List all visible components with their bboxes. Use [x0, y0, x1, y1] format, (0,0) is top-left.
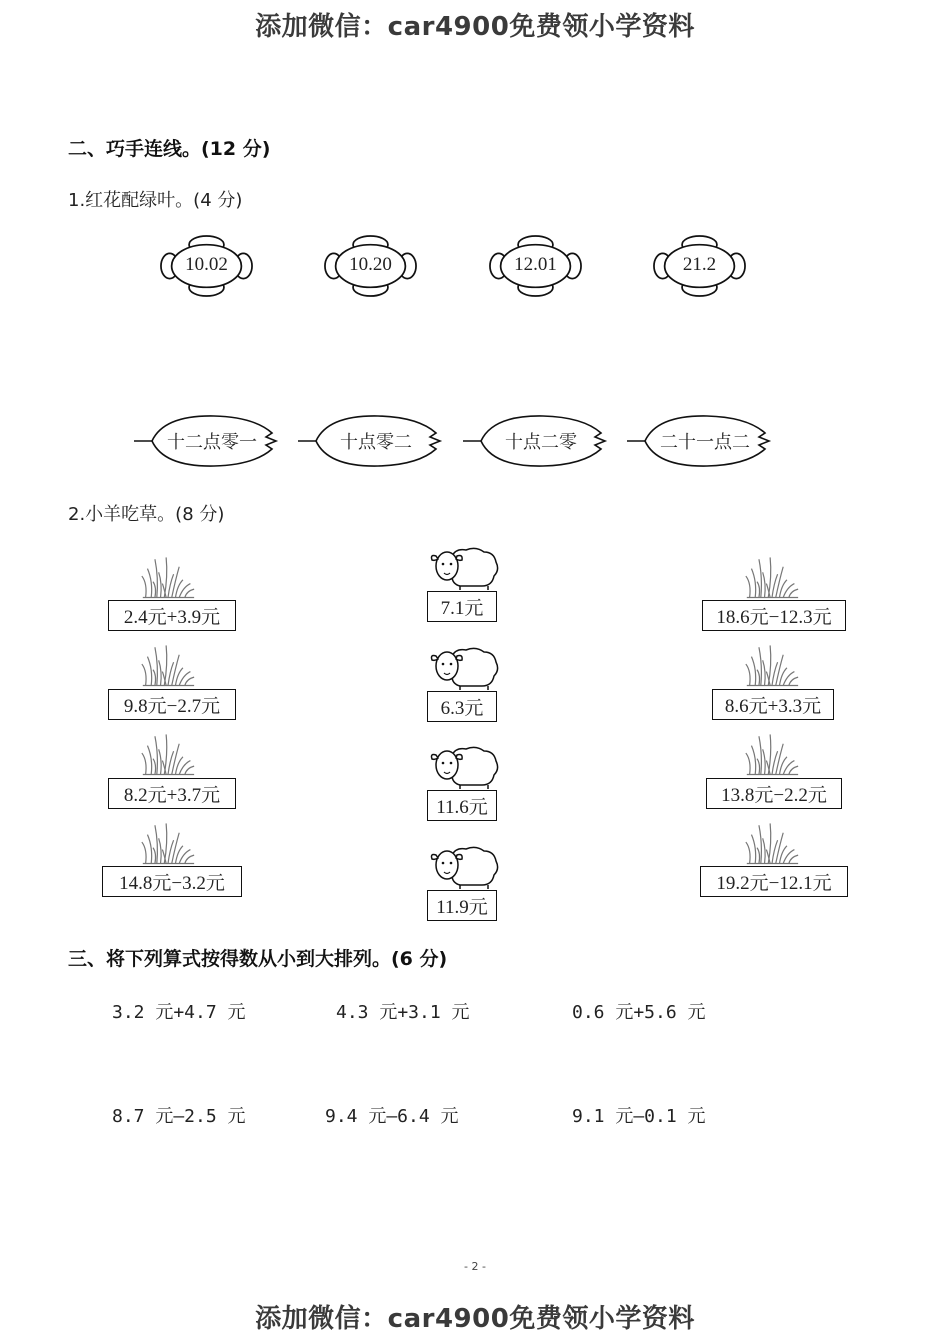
grass-right-2[interactable]: 8.6元+3.3元 — [712, 689, 834, 720]
sheep-icon — [430, 646, 500, 690]
leaf-label: 十二点零一 — [167, 432, 257, 453]
flower-label: 10.02 — [185, 254, 228, 275]
flower-label: 21.2 — [682, 254, 717, 275]
q1-title: 1.红花配绿叶。(4 分) — [68, 190, 243, 211]
sheep-4[interactable]: 11.9元 — [427, 890, 497, 921]
top-banner: 添加微信：car4900免费领小学资料 — [255, 12, 695, 42]
flower-4[interactable] — [653, 234, 746, 298]
grass-right-3[interactable]: 13.8元−2.2元 — [706, 778, 842, 809]
sheep-icon — [430, 745, 500, 789]
flower-2[interactable] — [324, 234, 417, 298]
grass-left-3[interactable]: 8.2元+3.7元 — [108, 778, 236, 809]
expression-2: 4.3 元+3.1 元 — [336, 1002, 470, 1023]
grass-icon — [140, 820, 196, 866]
flower-label: 12.01 — [514, 254, 557, 275]
grass-icon — [140, 731, 196, 777]
expression-5: 9.4 元—6.4 元 — [325, 1106, 459, 1127]
leaf-1[interactable] — [134, 411, 284, 471]
expression-1: 3.2 元+4.7 元 — [112, 1002, 246, 1023]
flower-1[interactable] — [160, 234, 253, 298]
ghost-text-strip — [0, 34, 950, 54]
grass-left-4[interactable]: 14.8元−3.2元 — [102, 866, 242, 897]
sheep-1[interactable]: 7.1元 — [427, 591, 497, 622]
leaf-4[interactable] — [627, 411, 777, 471]
leaf-label: 十点零二 — [340, 432, 412, 453]
sheep-3[interactable]: 11.6元 — [427, 790, 497, 821]
expression-4: 8.7 元—2.5 元 — [112, 1106, 246, 1127]
expression-6: 9.1 元—0.1 元 — [572, 1106, 706, 1127]
expression-3: 0.6 元+5.6 元 — [572, 1002, 706, 1023]
page-number: - 2 - — [464, 1260, 486, 1273]
sheep-icon — [430, 845, 500, 889]
flower-label: 10.20 — [349, 254, 392, 275]
leaf-label: 十点二零 — [505, 432, 577, 453]
grass-left-1[interactable]: 2.4元+3.9元 — [108, 600, 236, 631]
section2-title: 二、巧手连线。(12 分) — [68, 138, 271, 160]
grass-left-2[interactable]: 9.8元−2.7元 — [108, 689, 236, 720]
grass-icon — [744, 554, 800, 600]
grass-icon — [744, 820, 800, 866]
grass-right-1[interactable]: 18.6元−12.3元 — [702, 600, 846, 631]
grass-icon — [744, 731, 800, 777]
sheep-2[interactable]: 6.3元 — [427, 691, 497, 722]
leaf-label: 二十一点二 — [660, 432, 750, 453]
section3-title: 三、将下列算式按得数从小到大排列。(6 分) — [68, 948, 448, 970]
grass-icon — [744, 642, 800, 688]
sheep-icon — [430, 546, 500, 590]
q2-title: 2.小羊吃草。(8 分) — [68, 504, 225, 525]
leaf-3[interactable] — [463, 411, 613, 471]
grass-icon — [140, 642, 196, 688]
flower-3[interactable] — [489, 234, 582, 298]
grass-right-4[interactable]: 19.2元−12.1元 — [700, 866, 848, 897]
leaf-2[interactable] — [298, 411, 448, 471]
grass-icon — [140, 554, 196, 600]
bottom-banner: 添加微信：car4900免费领小学资料 — [255, 1304, 695, 1334]
